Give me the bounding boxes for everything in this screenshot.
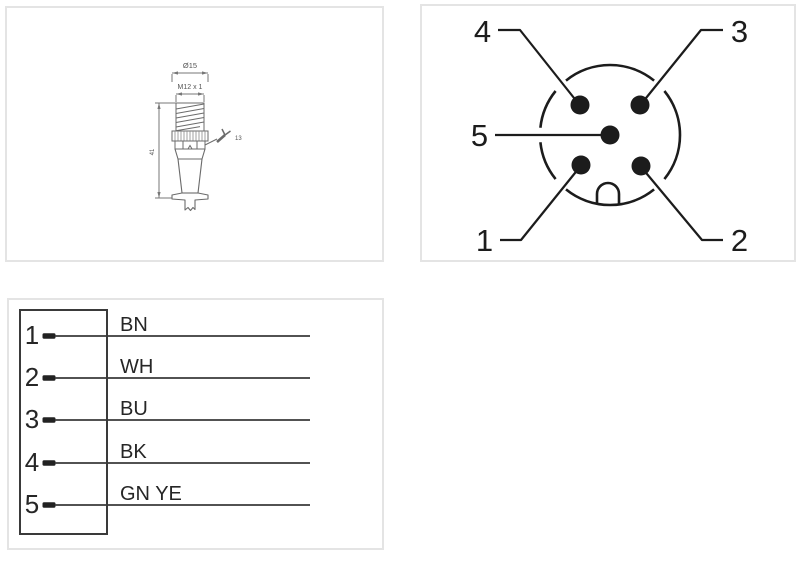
diameter-dimension-label: Ø15	[182, 61, 198, 70]
wiring-diagram-panel	[7, 298, 384, 550]
wrench-callout	[205, 129, 242, 145]
length-dimension-label: 41	[150, 148, 156, 156]
wiring-pin-number: 3	[24, 404, 40, 434]
wiring-row-4	[25, 441, 310, 477]
pin-layout-drawing	[422, 6, 794, 260]
length-dimension	[150, 103, 176, 198]
pin-label-1: 1	[475, 223, 493, 258]
diameter-dimension	[172, 61, 208, 82]
thread-dimension	[176, 84, 204, 102]
wiring-pin-number: 2	[24, 362, 40, 392]
wrench-icon	[217, 129, 231, 142]
knurled-ring	[172, 131, 208, 141]
pin-terminal	[43, 460, 56, 466]
wire-color-label: BK	[120, 441, 147, 463]
connector-body	[172, 149, 208, 211]
keyway-notch	[597, 183, 619, 204]
wire-color-label: BU	[120, 398, 148, 420]
wiring-row-3	[25, 398, 310, 434]
wiring-row-2	[25, 356, 310, 392]
pin-terminal	[43, 375, 56, 381]
pin-label-3: 3	[730, 14, 748, 49]
pin-terminal	[43, 333, 56, 339]
pin-dot-1	[572, 156, 591, 175]
wire-color-label: GN YE	[120, 483, 182, 505]
pin-dot-2	[632, 157, 651, 176]
wiring-diagram-drawing	[9, 300, 382, 548]
wiring-row-1	[25, 314, 310, 350]
pin-label-4: 4	[473, 14, 491, 49]
wiring-row-5	[25, 483, 310, 519]
wiring-pin-number: 1	[24, 320, 40, 350]
pin-dot-3	[631, 96, 650, 115]
wire-color-label: BN	[120, 314, 148, 336]
pin-terminal	[43, 502, 56, 508]
wrench-size-label: 13	[235, 136, 242, 142]
wiring-pin-number: 5	[24, 489, 40, 519]
pin-dot-5	[601, 126, 620, 145]
connector-side-view-drawing	[7, 8, 382, 260]
wire-color-label: WH	[120, 356, 154, 378]
pin-dot-4	[571, 96, 590, 115]
wiring-pin-number: 4	[24, 447, 40, 477]
thread-dimension-label: M12 x 1	[177, 84, 203, 91]
pin-label-5: 5	[470, 118, 488, 153]
connector-side-view-panel	[5, 6, 384, 262]
thread-section	[176, 103, 204, 131]
pin-layout-panel	[420, 4, 796, 262]
pin-terminal	[43, 417, 56, 423]
pin-label-2: 2	[730, 223, 748, 258]
